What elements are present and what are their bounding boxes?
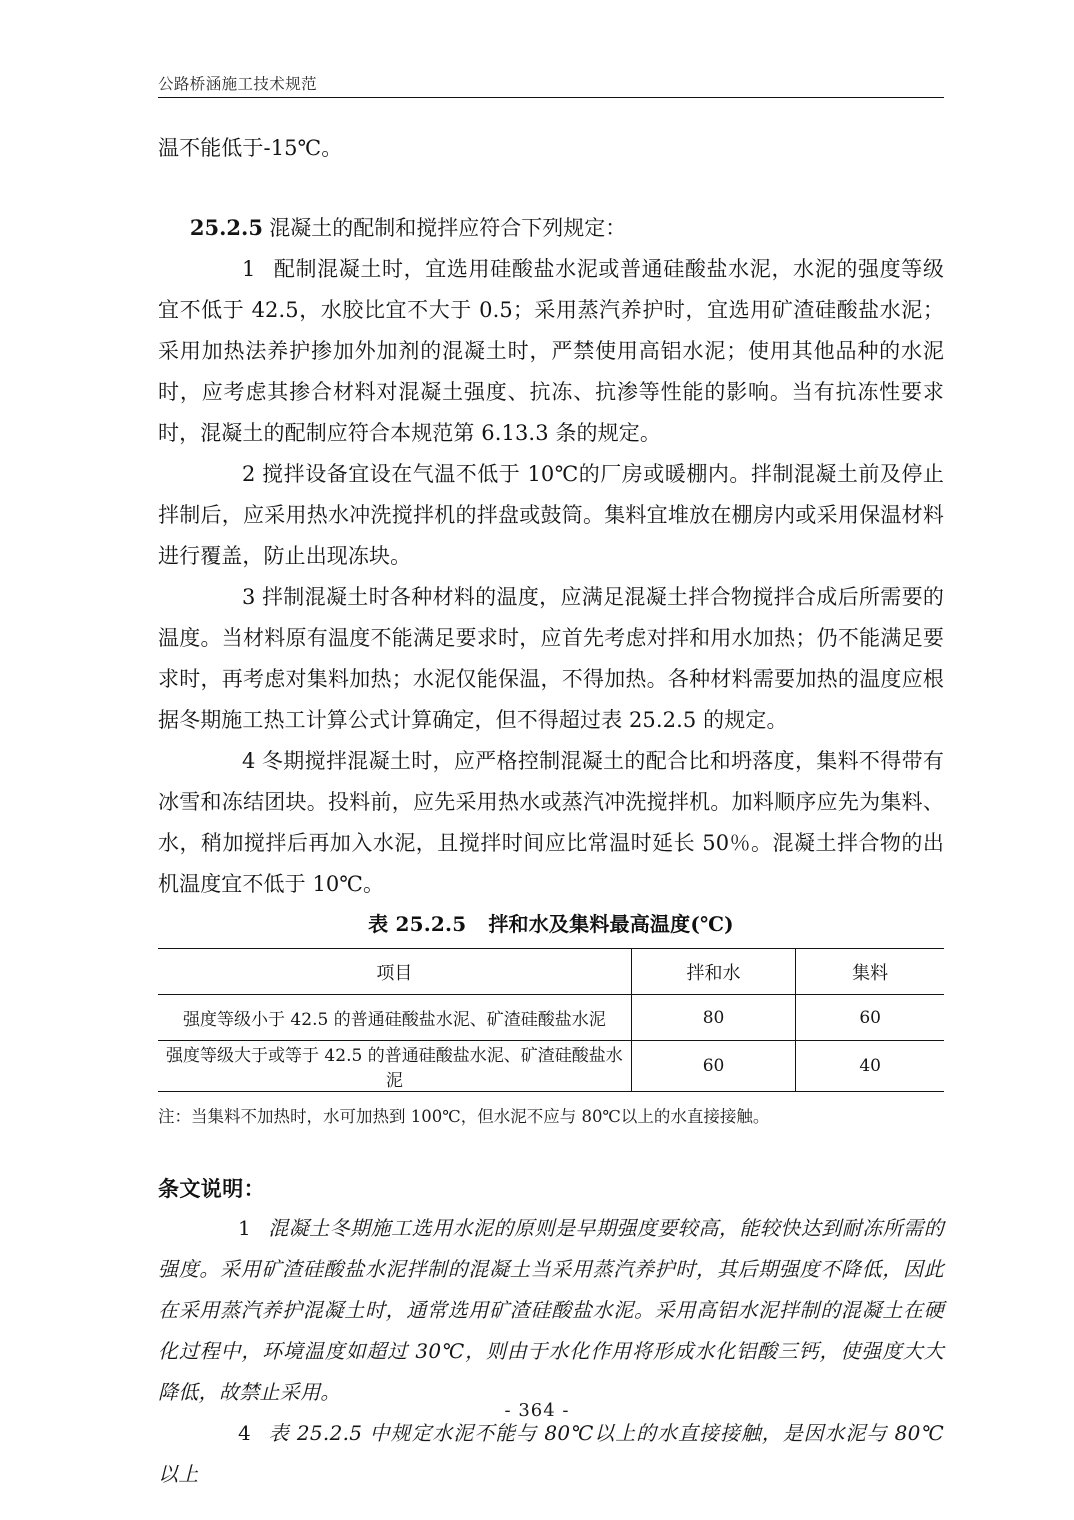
table-caption-number: 表 25.2.5 bbox=[368, 912, 467, 936]
page-header bbox=[158, 72, 944, 98]
clause-heading bbox=[158, 207, 944, 249]
page-number: - 364 - bbox=[504, 1400, 570, 1421]
explanation-item-4-text: 表 25.2.5 中规定水泥不能与 80℃以上的水直接接触，是因水泥与 80℃以上 bbox=[158, 1421, 944, 1486]
body-item-2 bbox=[158, 454, 944, 577]
body-item-1 bbox=[158, 249, 944, 454]
clause-number: 25.2.5 bbox=[189, 215, 263, 240]
table-note: 注：当集料不加热时，水可加热到 100℃，但水泥不应与 80℃以上的水直接接触。 bbox=[158, 1107, 770, 1126]
cell-water: 80 bbox=[631, 995, 796, 1041]
column-header-water: 拌和水 bbox=[631, 949, 796, 995]
body-item-3 bbox=[158, 577, 944, 741]
body-item-1-marker: 1 bbox=[242, 257, 256, 281]
column-header-item: 项目 bbox=[376, 962, 413, 984]
table-caption-text: 拌和水及集料最高温度(℃) bbox=[488, 912, 734, 936]
table-body bbox=[158, 995, 944, 1092]
clause-text: 混凝土的配制和搅拌应符合下列规定： bbox=[269, 216, 627, 240]
spacer bbox=[158, 1130, 944, 1168]
column-header-aggregate: 集料 bbox=[796, 949, 944, 995]
body-item-4 bbox=[158, 741, 944, 905]
body-item-3-marker: 3 bbox=[242, 585, 256, 609]
body-item-4-marker: 4 bbox=[242, 749, 256, 773]
table-row bbox=[158, 1041, 944, 1092]
explanation-item-1-text: 混凝土冬期施工选用水泥的原则是早期强度要较高，能较快达到耐冻所需的强度。采用矿渣硅酸盐水泥拌制的混凝土当采用蒸汽养护时，其后期强度不降低，因此在采用蒸汽养护混凝土时，通常选用矿渣硅酸盐水泥。采用高铝水泥拌制的混凝土在硬化过程中，环境温度如超过 30℃，则由于水化作用将形成水化铝酸三钙，使强度大大降低，故禁止采用。 bbox=[158, 1216, 944, 1404]
table-row bbox=[158, 995, 944, 1041]
cell-water: 60 bbox=[631, 1041, 796, 1092]
body-item-4-text: 冬期搅拌混凝土时，应严格控制混凝土的配合比和坍落度，集料不得带有冰雪和冻结团块。投料前，应先采用热水或蒸汽冲洗搅拌机。加料顺序应先为集料、水，稍加搅拌后再加入水泥，且搅拌时间应比常温时延长 50％。混凝土拌合物的出机温度宜不低于 10℃。 bbox=[158, 749, 944, 896]
cell-aggregate: 60 bbox=[796, 995, 944, 1041]
explanation-heading: 条文说明： bbox=[158, 1176, 265, 1201]
body-item-2-marker: 2 bbox=[242, 462, 256, 486]
page-content bbox=[158, 128, 944, 1495]
cell-item: 强度等级大于或等于 42.5 的普通硅酸盐水泥、矿渣硅酸盐水泥 bbox=[166, 1046, 623, 1091]
explanation-item-4 bbox=[158, 1413, 944, 1495]
spacer bbox=[158, 169, 944, 207]
header-divider bbox=[158, 97, 944, 98]
body-item-3-text: 拌制混凝土时各种材料的温度，应满足混凝土拌合物搅拌合成后所需要的温度。当材料原有温度不能满足要求时，应首先考虑对拌和用水加热；仍不能满足要求时，再考虑对集料加热；水泥仅能保温，不得加热。各种材料需要加热的温度应根据冬期施工热工计算公式计算确定，但不得超过表 25.2.5 的规定。 bbox=[158, 585, 944, 732]
table-caption bbox=[158, 907, 944, 941]
explanation-item-4-marker: 4 bbox=[238, 1421, 252, 1445]
body-item-1-text: 配制混凝土时，宜选用硅酸盐水泥或普通硅酸盐水泥，水泥的强度等级宜不低于 42.5，水胶比宜不大于 0.5；采用蒸汽养护时，宜选用矿渣硅酸盐水泥；采用加热法养护掺加外加剂的混凝土时，严禁使用高铝水泥；使用其他品种的水泥时，应考虑其掺合材料对混凝土强度、抗冻、抗渗等性能的影响。当有抗冻性要求时，混凝土的配制应符合本规范第 6.13.3 条的规定。 bbox=[158, 257, 944, 445]
cell-aggregate: 40 bbox=[796, 1041, 944, 1092]
table-header-row bbox=[158, 949, 944, 995]
explanation-item-1-marker: 1 bbox=[238, 1216, 252, 1240]
cell-item: 强度等级小于 42.5 的普通硅酸盐水泥、矿渣硅酸盐水泥 bbox=[183, 1010, 606, 1030]
header-title: 公路桥涵施工技术规范 bbox=[158, 75, 318, 93]
explanation-item-1 bbox=[158, 1208, 944, 1413]
body-item-2-text: 搅拌设备宜设在气温不低于 10℃的厂房或暖棚内。拌制混凝土前及停止拌制后，应采用热水冲洗搅拌机的拌盘或鼓筒。集料宜堆放在棚房内或采用保温材料进行覆盖，防止出现冻块。 bbox=[158, 462, 944, 568]
temperature-table bbox=[158, 948, 944, 1092]
continued-paragraph: 温不能低于-15℃。 bbox=[158, 136, 343, 160]
table-head bbox=[158, 949, 944, 995]
